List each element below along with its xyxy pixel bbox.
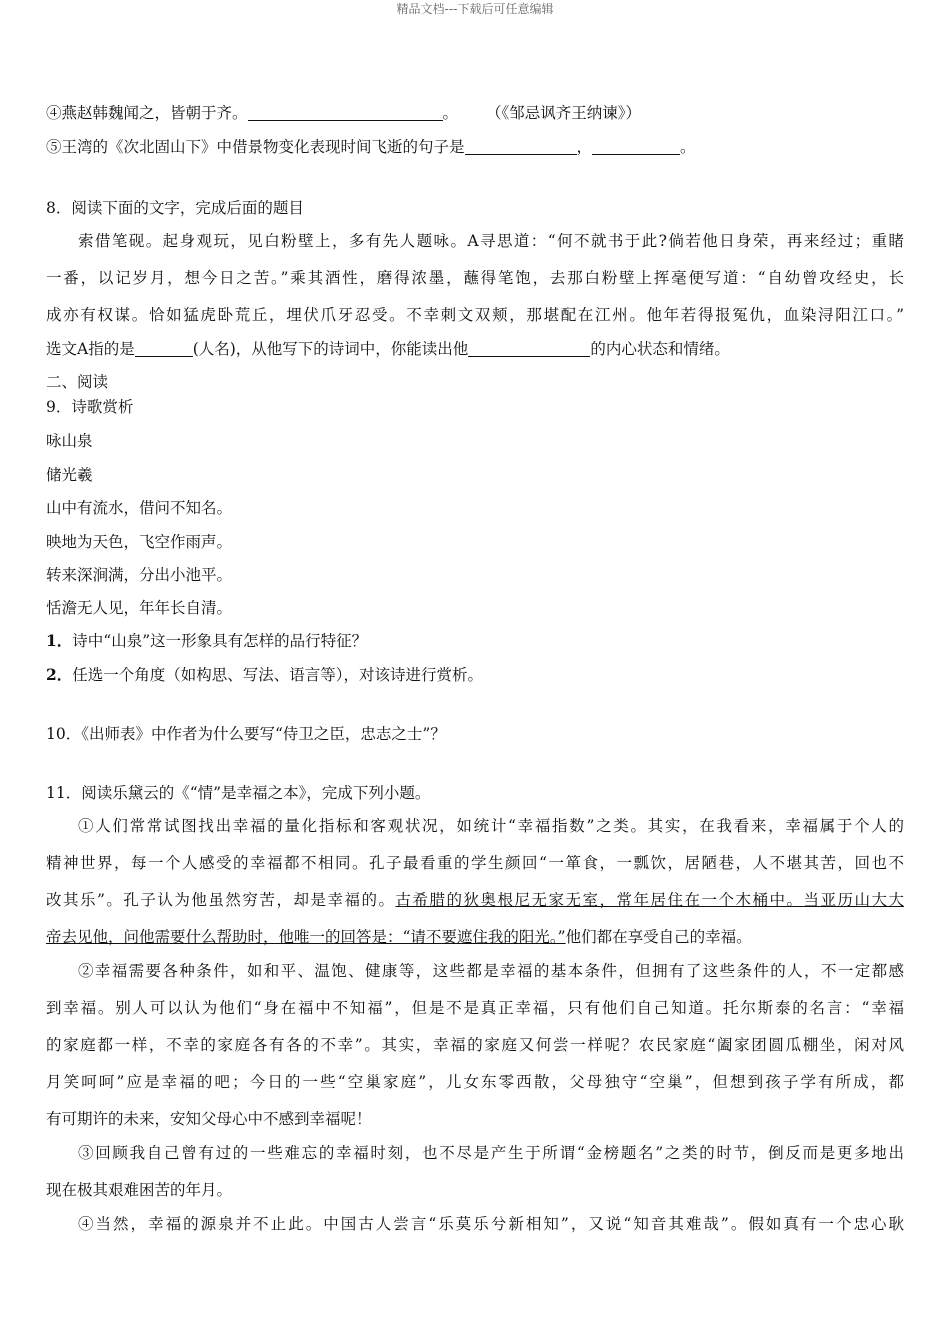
passage-text: 改其乐”。孔子认为他虽然穷苦，却是幸福的。 — [46, 891, 396, 909]
poem-line: 山中有流水，借问不知名。 — [46, 499, 233, 517]
answer-blank — [468, 341, 590, 358]
passage-text: 他们都在享受自己的幸福。 — [565, 928, 752, 946]
q7-item-5 — [46, 135, 696, 157]
q7-item-5-sep: ， — [576, 138, 593, 156]
q8-heading: 8．阅读下面的文字，完成后面的题目 — [46, 199, 304, 217]
q9-heading: 9．诗歌赏析 — [46, 398, 134, 416]
q7-item-4-text: ④燕赵韩魏闻之，皆朝于齐。 — [46, 104, 248, 122]
subquestion-number: 2． — [46, 665, 73, 684]
q11-passage-line: ②幸福需要各种条件，如和平、温饱、健康等，这些都是幸福的基本条件，但拥有了这些条件的人，不一定都感 — [78, 962, 904, 980]
q11-passage-line — [46, 888, 904, 910]
q8-passage-line: 索借笔砚。起身观玩，见白粉壁上，多有先人题咏。A寻思道：“何不就书于此?倘若他日身荣，再来经过；重睹 — [78, 232, 904, 250]
q11-passage-line: 的家庭都一样，不幸的家庭各有各的不幸”。其实，幸福的家庭又何尝一样呢？农民家庭“阖家团圆瓜棚坐，闲对风 — [46, 1036, 904, 1054]
q7-item-5-text: ⑤王湾的《次北固山下》中借景物变化表现时间飞逝的句子是 — [46, 138, 465, 156]
q10-question: 10．《出师表》中作者为什么要写“侍卫之臣，忠志之士”？ — [46, 725, 446, 743]
subquestion-text: 诗中“山泉”这一形象具有怎样的品行特征？ — [72, 632, 368, 650]
q11-passage-line: 有可期许的未来，安知父母心中不感到幸福呢！ — [46, 1110, 372, 1128]
q11-passage-line: ①人们常常试图找出幸福的量化指标和客观状况，如统计“幸福指数”之类。其实，在我看来，幸福属于个人的 — [78, 817, 904, 835]
q7-item-5-end: 。 — [680, 138, 696, 156]
q8-question-part: (人名)，从他写下的诗词中，你能读出他 — [192, 340, 469, 358]
q11-passage-line: 到幸福。别人可以认为他们“身在福中不知福”，但是不是真正幸福，只有他们自己知道。托尔斯泰的名言：“幸福 — [46, 999, 904, 1017]
q11-passage-line: 现在极其艰难困苦的年月。 — [46, 1181, 233, 1199]
q11-passage-line: ③回顾我自己曾有过的一些难忘的幸福时刻，也不尽是产生于所谓“金榜题名”之类的时节，倒反而是更多地出 — [78, 1144, 904, 1162]
q7-item-4-end: 。 — [442, 104, 459, 122]
q7-item-4 — [46, 101, 641, 123]
answer-blank — [248, 105, 443, 122]
poem-title: 咏山泉 — [46, 432, 93, 450]
underlined-sentence: 帝去见他，问他需要什么帮助时，他唯一的回答是：“请不要遮住我的阳光。” — [46, 928, 566, 946]
q11-heading: 11．阅读乐黛云的《“情”是幸福之本》，完成下列小题。 — [46, 784, 431, 802]
q9-subquestion-1 — [46, 629, 367, 651]
section-heading: 二、阅读 — [46, 373, 109, 391]
answer-blank — [592, 139, 680, 156]
q11-passage-line — [46, 925, 752, 947]
poem-author: 储光羲 — [46, 466, 93, 484]
q8-question-part: 的内心状态和情绪。 — [590, 340, 730, 358]
poem-line: 恬澹无人见，年年长自清。 — [46, 599, 233, 617]
q9-subquestion-2 — [46, 663, 483, 685]
subquestion-number: 1． — [46, 631, 73, 650]
q8-passage-line: 成亦有权谋。恰如猛虎卧荒丘，埋伏爪牙忍受。不幸刺文双颊，那堪配在江州。他年若得报冤仇，血染浔阳江口。” — [46, 306, 904, 324]
poem-line: 映地为天色，飞空作雨声。 — [46, 533, 233, 551]
poem-line: 转来深涧满，分出小池平。 — [46, 566, 233, 584]
q8-question — [46, 337, 730, 359]
q11-passage-line: ④当然，幸福的源泉并不止此。中国古人尝言“乐莫乐兮新相知”，又说“知音其难哉”。假如真有一个忠心耿 — [78, 1215, 904, 1233]
underlined-sentence: 古希腊的狄奥根尼无家无室，常年居住在一个木桶中。当亚历山大大 — [395, 891, 904, 909]
q11-passage-line: 精神世界，每一个人感受的幸福都不相同。孔子最看重的学生颜回“一箪食，一瓢饮，居陋巷，人不堪其苦，回也不 — [46, 854, 904, 872]
q8-question-part: 选文A指的是 — [46, 340, 135, 358]
q8-passage-line: 一番，以记岁月，想今日之苦。”乘其酒性，磨得浓墨，蘸得笔饱，去那白粉壁上挥毫便写道：“自幼曾攻经史，长 — [46, 269, 904, 287]
q11-passage-line: 月笑呵呵”应是幸福的吧；今日的一些“空巢家庭”，儿女东零西散，父母独守“空巢”，但想到孩子学有所成，都 — [46, 1073, 904, 1091]
answer-blank — [465, 139, 577, 156]
page-watermark: 精品文档---下载后可任意编辑 — [396, 2, 554, 16]
q7-item-4-source: （《邹忌讽齐王纳谏》） — [486, 104, 642, 122]
answer-blank — [135, 341, 193, 358]
subquestion-text: 任选一个角度（如构思、写法、语言等），对该诗进行赏析。 — [72, 666, 484, 684]
